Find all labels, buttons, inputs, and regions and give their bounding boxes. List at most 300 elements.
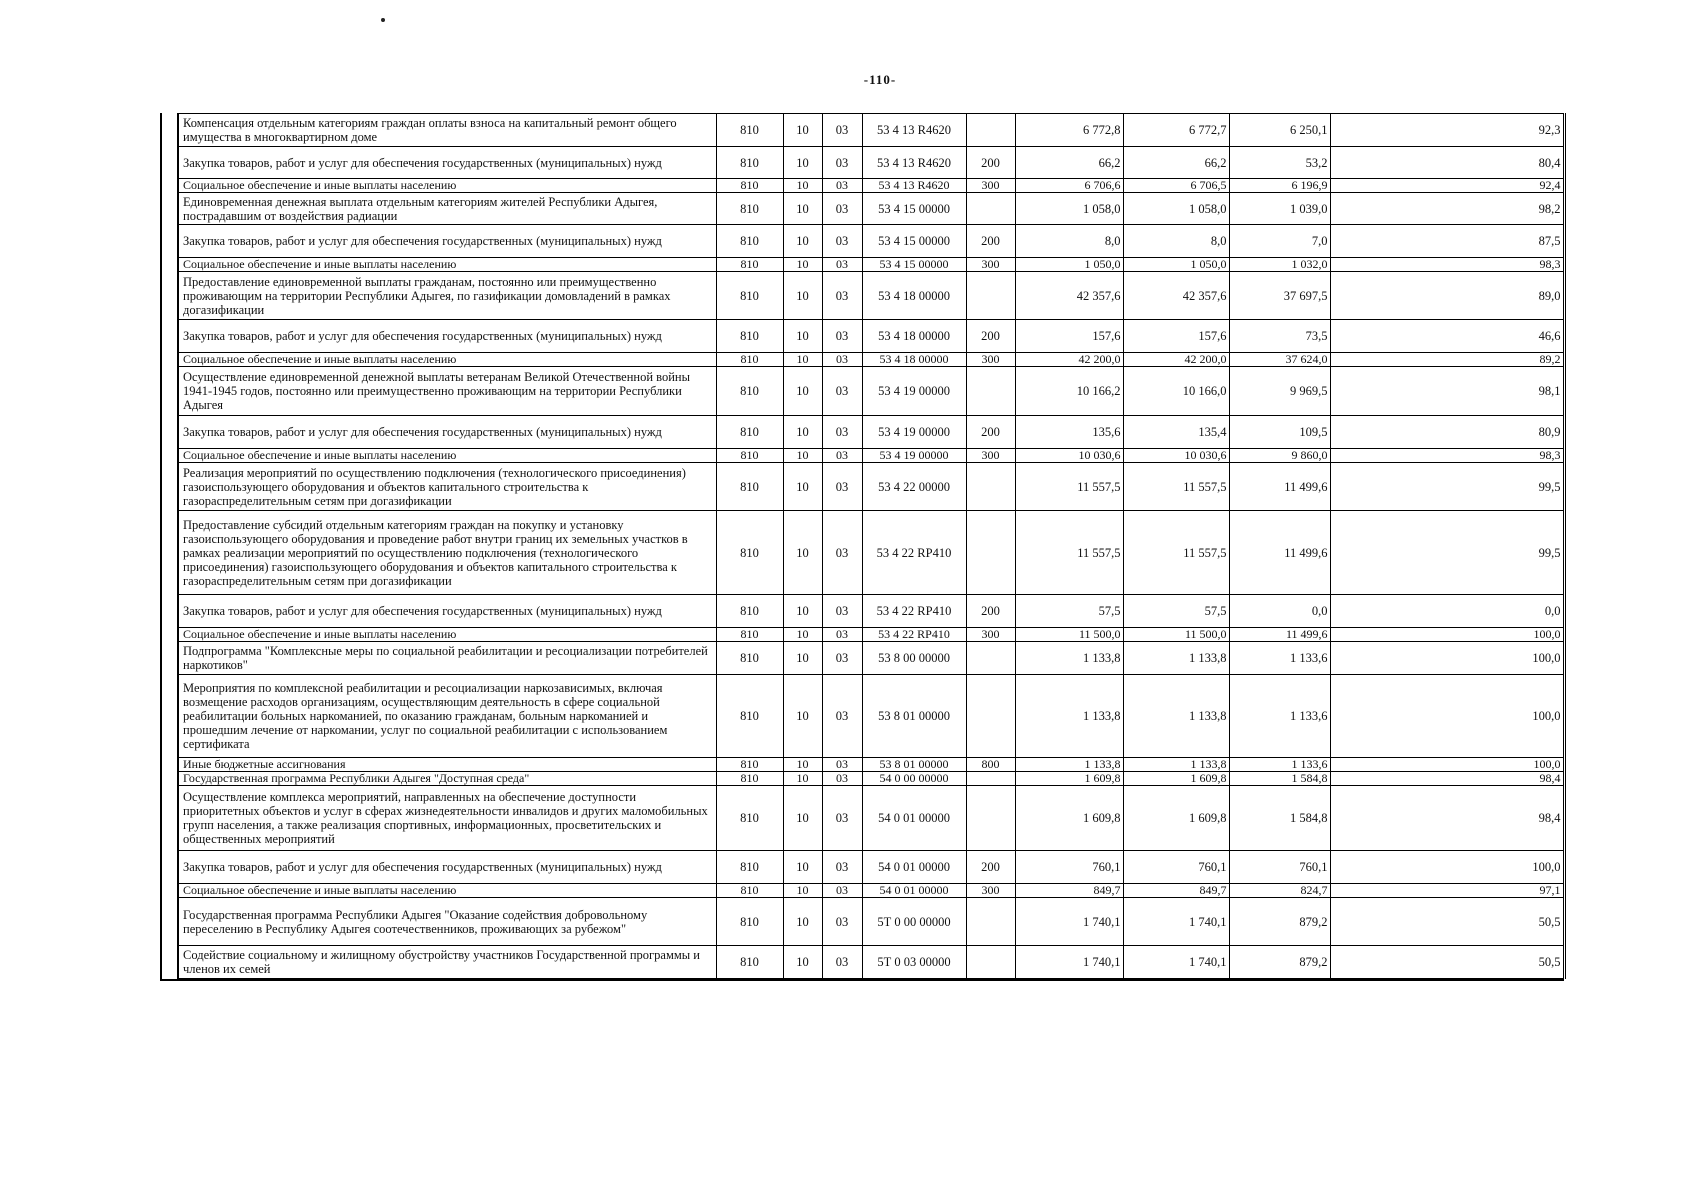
- section-cell: 10: [783, 675, 822, 758]
- executed-amount-cell: 1 133,6: [1229, 758, 1330, 772]
- section-cell: 10: [783, 628, 822, 642]
- row-gutter: [162, 851, 178, 884]
- target-article-cell: 53 4 13 R4620: [862, 179, 966, 193]
- subsection-cell: 03: [822, 946, 862, 979]
- section-cell: 10: [783, 511, 822, 595]
- expense-type-cell: [966, 898, 1015, 946]
- item-name-cell: Государственная программа Республики Адыгея "Оказание содействия добровольному переселению в Республику Адыгея соотечественников, проживающих за рубежом": [178, 898, 716, 946]
- target-article-cell: 54 0 01 00000: [862, 884, 966, 898]
- row-gutter: [162, 463, 178, 511]
- table-row: [162, 272, 1564, 320]
- approved-amount-cell: 1 609,8: [1015, 786, 1123, 851]
- target-article-cell: 54 0 01 00000: [862, 851, 966, 884]
- row-gutter: [162, 449, 178, 463]
- subsection-cell: 03: [822, 193, 862, 225]
- row-gutter: [162, 884, 178, 898]
- item-name-cell: Закупка товаров, работ и услуг для обеспечения государственных (муниципальных) нужд: [178, 147, 716, 179]
- approved-amount-cell: 760,1: [1015, 851, 1123, 884]
- approved-amount-cell: 8,0: [1015, 225, 1123, 258]
- row-gutter: [162, 193, 178, 225]
- table-row: [162, 353, 1564, 367]
- section-cell: 10: [783, 179, 822, 193]
- approved-amount-cell: 1 740,1: [1015, 946, 1123, 979]
- refined-amount-cell: 42 200,0: [1123, 353, 1229, 367]
- item-name-cell: Закупка товаров, работ и услуг для обеспечения государственных (муниципальных) нужд: [178, 851, 716, 884]
- subsection-cell: 03: [822, 642, 862, 675]
- executed-amount-cell: 1 039,0: [1229, 193, 1330, 225]
- table-row: [162, 884, 1564, 898]
- row-gutter: [162, 114, 178, 147]
- target-article-cell: 53 4 22 RP410: [862, 595, 966, 628]
- expense-type-cell: [966, 786, 1015, 851]
- table-row: [162, 114, 1564, 147]
- section-cell: 10: [783, 946, 822, 979]
- execution-percent-cell: 92,4: [1330, 179, 1564, 193]
- expense-type-cell: 800: [966, 758, 1015, 772]
- expense-type-cell: 300: [966, 353, 1015, 367]
- grbs-cell: 810: [716, 642, 783, 675]
- table-row: [162, 367, 1564, 416]
- approved-amount-cell: 11 557,5: [1015, 463, 1123, 511]
- table-row: [162, 786, 1564, 851]
- executed-amount-cell: 760,1: [1229, 851, 1330, 884]
- execution-percent-cell: 98,2: [1330, 193, 1564, 225]
- table-row: [162, 449, 1564, 463]
- table-body: [162, 114, 1564, 979]
- item-name-cell: Осуществление комплекса мероприятий, направленных на обеспечение доступности приоритетных объектов и услуг в сферах жизнедеятельности инвалидов и других маломобильных групп населения, а также реализация спортивных, информационных, просветительских и общественных мероприятий: [178, 786, 716, 851]
- approved-amount-cell: 157,6: [1015, 320, 1123, 353]
- subsection-cell: 03: [822, 463, 862, 511]
- executed-amount-cell: 7,0: [1229, 225, 1330, 258]
- row-gutter: [162, 898, 178, 946]
- approved-amount-cell: 1 133,8: [1015, 675, 1123, 758]
- executed-amount-cell: 53,2: [1229, 147, 1330, 179]
- approved-amount-cell: 1 133,8: [1015, 642, 1123, 675]
- row-gutter: [162, 258, 178, 272]
- executed-amount-cell: 9 860,0: [1229, 449, 1330, 463]
- section-cell: 10: [783, 225, 822, 258]
- refined-amount-cell: 760,1: [1123, 851, 1229, 884]
- subsection-cell: 03: [822, 595, 862, 628]
- execution-percent-cell: 100,0: [1330, 851, 1564, 884]
- refined-amount-cell: 11 557,5: [1123, 511, 1229, 595]
- grbs-cell: 810: [716, 353, 783, 367]
- execution-percent-cell: 80,4: [1330, 147, 1564, 179]
- refined-amount-cell: 157,6: [1123, 320, 1229, 353]
- execution-percent-cell: 98,4: [1330, 772, 1564, 786]
- table-row: [162, 463, 1564, 511]
- table-row: [162, 758, 1564, 772]
- target-article-cell: 53 4 22 RP410: [862, 628, 966, 642]
- table-row: [162, 511, 1564, 595]
- grbs-cell: 810: [716, 193, 783, 225]
- row-gutter: [162, 225, 178, 258]
- refined-amount-cell: 8,0: [1123, 225, 1229, 258]
- approved-amount-cell: 1 609,8: [1015, 772, 1123, 786]
- approved-amount-cell: 1 740,1: [1015, 898, 1123, 946]
- subsection-cell: 03: [822, 449, 862, 463]
- executed-amount-cell: 1 133,6: [1229, 675, 1330, 758]
- target-article-cell: 53 8 01 00000: [862, 758, 966, 772]
- section-cell: 10: [783, 463, 822, 511]
- grbs-cell: 810: [716, 758, 783, 772]
- grbs-cell: 810: [716, 463, 783, 511]
- section-cell: 10: [783, 258, 822, 272]
- row-gutter: [162, 367, 178, 416]
- expense-type-cell: 300: [966, 628, 1015, 642]
- execution-percent-cell: 97,1: [1330, 884, 1564, 898]
- approved-amount-cell: 135,6: [1015, 416, 1123, 449]
- executed-amount-cell: 37 697,5: [1229, 272, 1330, 320]
- grbs-cell: 810: [716, 511, 783, 595]
- target-article-cell: 54 0 01 00000: [862, 786, 966, 851]
- approved-amount-cell: 1 133,8: [1015, 758, 1123, 772]
- expense-type-cell: [966, 772, 1015, 786]
- table-row: [162, 225, 1564, 258]
- refined-amount-cell: 57,5: [1123, 595, 1229, 628]
- executed-amount-cell: 6 196,9: [1229, 179, 1330, 193]
- grbs-cell: 810: [716, 179, 783, 193]
- approved-amount-cell: 42 200,0: [1015, 353, 1123, 367]
- approved-amount-cell: 1 050,0: [1015, 258, 1123, 272]
- row-gutter: [162, 272, 178, 320]
- expense-type-cell: 300: [966, 258, 1015, 272]
- expense-type-cell: [966, 272, 1015, 320]
- table-row: [162, 416, 1564, 449]
- subsection-cell: 03: [822, 675, 862, 758]
- approved-amount-cell: 10 030,6: [1015, 449, 1123, 463]
- expense-type-cell: [966, 642, 1015, 675]
- section-cell: 10: [783, 898, 822, 946]
- executed-amount-cell: 1 584,8: [1229, 786, 1330, 851]
- table-row: [162, 851, 1564, 884]
- item-name-cell: Компенсация отдельным категориям граждан оплаты взноса на капитальный ремонт общего имущества в многоквартирном доме: [178, 114, 716, 147]
- table-row: [162, 147, 1564, 179]
- refined-amount-cell: 10 166,0: [1123, 367, 1229, 416]
- item-name-cell: Социальное обеспечение и иные выплаты населению: [178, 258, 716, 272]
- grbs-cell: 810: [716, 851, 783, 884]
- refined-amount-cell: 849,7: [1123, 884, 1229, 898]
- execution-percent-cell: 100,0: [1330, 675, 1564, 758]
- subsection-cell: 03: [822, 320, 862, 353]
- target-article-cell: 53 4 22 00000: [862, 463, 966, 511]
- execution-percent-cell: 80,9: [1330, 416, 1564, 449]
- grbs-cell: 810: [716, 449, 783, 463]
- refined-amount-cell: 1 133,8: [1123, 675, 1229, 758]
- item-name-cell: Социальное обеспечение и иные выплаты населению: [178, 449, 716, 463]
- section-cell: 10: [783, 595, 822, 628]
- item-name-cell: Единовременная денежная выплата отдельным категориям жителей Республики Адыгея, пострадавшим от воздействия радиации: [178, 193, 716, 225]
- refined-amount-cell: 11 557,5: [1123, 463, 1229, 511]
- target-article-cell: 53 4 18 00000: [862, 320, 966, 353]
- approved-amount-cell: 6 772,8: [1015, 114, 1123, 147]
- approved-amount-cell: 10 166,2: [1015, 367, 1123, 416]
- item-name-cell: Предоставление единовременной выплаты гражданам, постоянно или преимущественно проживающим на территории Республики Адыгея, по газификации домовладений в рамках догазификации: [178, 272, 716, 320]
- subsection-cell: 03: [822, 225, 862, 258]
- expense-type-cell: [966, 367, 1015, 416]
- row-gutter: [162, 628, 178, 642]
- expense-type-cell: [966, 946, 1015, 979]
- section-cell: 10: [783, 367, 822, 416]
- item-name-cell: Закупка товаров, работ и услуг для обеспечения государственных (муниципальных) нужд: [178, 320, 716, 353]
- expense-type-cell: 200: [966, 225, 1015, 258]
- table-row: [162, 898, 1564, 946]
- execution-percent-cell: 92,3: [1330, 114, 1564, 147]
- expense-type-cell: [966, 511, 1015, 595]
- execution-percent-cell: 98,3: [1330, 258, 1564, 272]
- expense-type-cell: 200: [966, 851, 1015, 884]
- target-article-cell: 54 0 00 00000: [862, 772, 966, 786]
- grbs-cell: 810: [716, 320, 783, 353]
- grbs-cell: 810: [716, 946, 783, 979]
- scan-speck: [381, 18, 385, 22]
- target-article-cell: 5Т 0 03 00000: [862, 946, 966, 979]
- table-row: [162, 320, 1564, 353]
- expense-type-cell: 300: [966, 179, 1015, 193]
- section-cell: 10: [783, 114, 822, 147]
- execution-percent-cell: 99,5: [1330, 511, 1564, 595]
- approved-amount-cell: 11 557,5: [1015, 511, 1123, 595]
- subsection-cell: 03: [822, 758, 862, 772]
- subsection-cell: 03: [822, 272, 862, 320]
- target-article-cell: 53 4 15 00000: [862, 193, 966, 225]
- grbs-cell: 810: [716, 367, 783, 416]
- target-article-cell: 53 4 19 00000: [862, 416, 966, 449]
- refined-amount-cell: 1 133,8: [1123, 758, 1229, 772]
- section-cell: 10: [783, 642, 822, 675]
- section-cell: 10: [783, 272, 822, 320]
- execution-percent-cell: 50,5: [1330, 898, 1564, 946]
- expense-type-cell: [966, 463, 1015, 511]
- row-gutter: [162, 772, 178, 786]
- row-gutter: [162, 675, 178, 758]
- item-name-cell: Социальное обеспечение и иные выплаты населению: [178, 179, 716, 193]
- target-article-cell: 53 4 13 R4620: [862, 147, 966, 179]
- approved-amount-cell: 849,7: [1015, 884, 1123, 898]
- expense-type-cell: 200: [966, 147, 1015, 179]
- expense-type-cell: 200: [966, 320, 1015, 353]
- section-cell: 10: [783, 353, 822, 367]
- expense-type-cell: 300: [966, 884, 1015, 898]
- execution-percent-cell: 100,0: [1330, 758, 1564, 772]
- table-row: [162, 772, 1564, 786]
- approved-amount-cell: 1 058,0: [1015, 193, 1123, 225]
- target-article-cell: 53 8 00 00000: [862, 642, 966, 675]
- item-name-cell: Социальное обеспечение и иные выплаты населению: [178, 884, 716, 898]
- table-row: [162, 595, 1564, 628]
- target-article-cell: 53 4 19 00000: [862, 367, 966, 416]
- grbs-cell: 810: [716, 595, 783, 628]
- subsection-cell: 03: [822, 114, 862, 147]
- row-gutter: [162, 758, 178, 772]
- grbs-cell: 810: [716, 884, 783, 898]
- section-cell: 10: [783, 786, 822, 851]
- section-cell: 10: [783, 884, 822, 898]
- refined-amount-cell: 1 740,1: [1123, 898, 1229, 946]
- execution-percent-cell: 50,5: [1330, 946, 1564, 979]
- grbs-cell: 810: [716, 225, 783, 258]
- target-article-cell: 53 4 18 00000: [862, 353, 966, 367]
- section-cell: 10: [783, 758, 822, 772]
- executed-amount-cell: 37 624,0: [1229, 353, 1330, 367]
- section-cell: 10: [783, 851, 822, 884]
- execution-percent-cell: 98,3: [1330, 449, 1564, 463]
- executed-amount-cell: 1 584,8: [1229, 772, 1330, 786]
- approved-amount-cell: 11 500,0: [1015, 628, 1123, 642]
- executed-amount-cell: 6 250,1: [1229, 114, 1330, 147]
- executed-amount-cell: 9 969,5: [1229, 367, 1330, 416]
- item-name-cell: Закупка товаров, работ и услуг для обеспечения государственных (муниципальных) нужд: [178, 595, 716, 628]
- approved-amount-cell: 57,5: [1015, 595, 1123, 628]
- row-gutter: [162, 786, 178, 851]
- item-name-cell: Осуществление единовременной денежной выплаты ветеранам Великой Отечественной войны 1941-1945 годов, постоянно или преимущественно проживающим на территории Республики Адыгея: [178, 367, 716, 416]
- execution-percent-cell: 87,5: [1330, 225, 1564, 258]
- executed-amount-cell: 0,0: [1229, 595, 1330, 628]
- expense-type-cell: [966, 193, 1015, 225]
- execution-percent-cell: 100,0: [1330, 642, 1564, 675]
- item-name-cell: Социальное обеспечение и иные выплаты населению: [178, 353, 716, 367]
- executed-amount-cell: 109,5: [1229, 416, 1330, 449]
- target-article-cell: 53 8 01 00000: [862, 675, 966, 758]
- section-cell: 10: [783, 416, 822, 449]
- refined-amount-cell: 1 133,8: [1123, 642, 1229, 675]
- section-cell: 10: [783, 193, 822, 225]
- grbs-cell: 810: [716, 786, 783, 851]
- executed-amount-cell: 1 032,0: [1229, 258, 1330, 272]
- target-article-cell: 53 4 13 R4620: [862, 114, 966, 147]
- executed-amount-cell: 879,2: [1229, 946, 1330, 979]
- row-gutter: [162, 946, 178, 979]
- section-cell: 10: [783, 147, 822, 179]
- row-gutter: [162, 179, 178, 193]
- expense-type-cell: 200: [966, 595, 1015, 628]
- row-gutter: [162, 511, 178, 595]
- table-row: [162, 946, 1564, 979]
- budget-table-container: [160, 113, 1564, 981]
- refined-amount-cell: 10 030,6: [1123, 449, 1229, 463]
- grbs-cell: 810: [716, 258, 783, 272]
- row-gutter: [162, 320, 178, 353]
- refined-amount-cell: 135,4: [1123, 416, 1229, 449]
- subsection-cell: 03: [822, 628, 862, 642]
- row-gutter: [162, 416, 178, 449]
- item-name-cell: Государственная программа Республики Адыгея "Доступная среда": [178, 772, 716, 786]
- item-name-cell: Иные бюджетные ассигнования: [178, 758, 716, 772]
- execution-percent-cell: 89,2: [1330, 353, 1564, 367]
- row-gutter: [162, 642, 178, 675]
- table-row: [162, 179, 1564, 193]
- table-row: [162, 628, 1564, 642]
- refined-amount-cell: 1 609,8: [1123, 786, 1229, 851]
- row-gutter: [162, 147, 178, 179]
- refined-amount-cell: 11 500,0: [1123, 628, 1229, 642]
- grbs-cell: 810: [716, 147, 783, 179]
- subsection-cell: 03: [822, 772, 862, 786]
- refined-amount-cell: 1 740,1: [1123, 946, 1229, 979]
- subsection-cell: 03: [822, 258, 862, 272]
- target-article-cell: 53 4 15 00000: [862, 225, 966, 258]
- table-row: [162, 258, 1564, 272]
- grbs-cell: 810: [716, 114, 783, 147]
- grbs-cell: 810: [716, 272, 783, 320]
- target-article-cell: 53 4 18 00000: [862, 272, 966, 320]
- grbs-cell: 810: [716, 628, 783, 642]
- page-number: -110-: [863, 72, 897, 87]
- expense-type-cell: 200: [966, 416, 1015, 449]
- table-row: [162, 642, 1564, 675]
- item-name-cell: Предоставление субсидий отдельным категориям граждан на покупку и установку газоиспользующего оборудования и проведение работ внутри границ их земельных участков в рамках реализации мероприятий по осуществлению подключения (технологического присоединения) газоиспользующего оборудования и объектов капитального строительства к газораспределительным сетям при догазификации: [178, 511, 716, 595]
- target-article-cell: 53 4 22 RP410: [862, 511, 966, 595]
- execution-percent-cell: 98,1: [1330, 367, 1564, 416]
- item-name-cell: Мероприятия по комплексной реабилитации и ресоциализации наркозависимых, включая возмещение расходов организациям, осуществляющим деятельность в сфере социальной реабилитации больных наркоманией, по оказанию гражданам, больным наркоманией и прошедшим лечение от наркомании, услуг по социальной реабилитации с использованием сертификата: [178, 675, 716, 758]
- execution-percent-cell: 98,4: [1330, 786, 1564, 851]
- subsection-cell: 03: [822, 367, 862, 416]
- grbs-cell: 810: [716, 416, 783, 449]
- refined-amount-cell: 6 772,7: [1123, 114, 1229, 147]
- table-row: [162, 193, 1564, 225]
- expense-type-cell: [966, 675, 1015, 758]
- executed-amount-cell: 11 499,6: [1229, 463, 1330, 511]
- executed-amount-cell: 11 499,6: [1229, 511, 1330, 595]
- grbs-cell: 810: [716, 898, 783, 946]
- target-article-cell: 53 4 15 00000: [862, 258, 966, 272]
- subsection-cell: 03: [822, 851, 862, 884]
- refined-amount-cell: 1 058,0: [1123, 193, 1229, 225]
- refined-amount-cell: 1 050,0: [1123, 258, 1229, 272]
- item-name-cell: Реализация мероприятий по осуществлению подключения (технологического присоединения) газоиспользующего оборудования и объектов капитального строительства к газораспределительным сетям при догазификации: [178, 463, 716, 511]
- subsection-cell: 03: [822, 511, 862, 595]
- expense-type-cell: [966, 114, 1015, 147]
- section-cell: 10: [783, 320, 822, 353]
- target-article-cell: 5Т 0 00 00000: [862, 898, 966, 946]
- subsection-cell: 03: [822, 898, 862, 946]
- subsection-cell: 03: [822, 786, 862, 851]
- refined-amount-cell: 42 357,6: [1123, 272, 1229, 320]
- refined-amount-cell: 6 706,5: [1123, 179, 1229, 193]
- row-gutter: [162, 353, 178, 367]
- refined-amount-cell: 1 609,8: [1123, 772, 1229, 786]
- grbs-cell: 810: [716, 675, 783, 758]
- approved-amount-cell: 42 357,6: [1015, 272, 1123, 320]
- executed-amount-cell: 1 133,6: [1229, 642, 1330, 675]
- grbs-cell: 810: [716, 772, 783, 786]
- budget-table: [162, 113, 1566, 979]
- section-cell: 10: [783, 772, 822, 786]
- item-name-cell: Закупка товаров, работ и услуг для обеспечения государственных (муниципальных) нужд: [178, 225, 716, 258]
- approved-amount-cell: 6 706,6: [1015, 179, 1123, 193]
- subsection-cell: 03: [822, 353, 862, 367]
- executed-amount-cell: 879,2: [1229, 898, 1330, 946]
- execution-percent-cell: 99,5: [1330, 463, 1564, 511]
- approved-amount-cell: 66,2: [1015, 147, 1123, 179]
- executed-amount-cell: 824,7: [1229, 884, 1330, 898]
- subsection-cell: 03: [822, 416, 862, 449]
- execution-percent-cell: 100,0: [1330, 628, 1564, 642]
- target-article-cell: 53 4 19 00000: [862, 449, 966, 463]
- subsection-cell: 03: [822, 179, 862, 193]
- execution-percent-cell: 89,0: [1330, 272, 1564, 320]
- section-cell: 10: [783, 449, 822, 463]
- expense-type-cell: 300: [966, 449, 1015, 463]
- refined-amount-cell: 66,2: [1123, 147, 1229, 179]
- executed-amount-cell: 73,5: [1229, 320, 1330, 353]
- table-row: [162, 675, 1564, 758]
- execution-percent-cell: 0,0: [1330, 595, 1564, 628]
- subsection-cell: 03: [822, 147, 862, 179]
- item-name-cell: Подпрограмма "Комплексные меры по социальной реабилитации и ресоциализации потребителей наркотиков": [178, 642, 716, 675]
- item-name-cell: Закупка товаров, работ и услуг для обеспечения государственных (муниципальных) нужд: [178, 416, 716, 449]
- item-name-cell: Социальное обеспечение и иные выплаты населению: [178, 628, 716, 642]
